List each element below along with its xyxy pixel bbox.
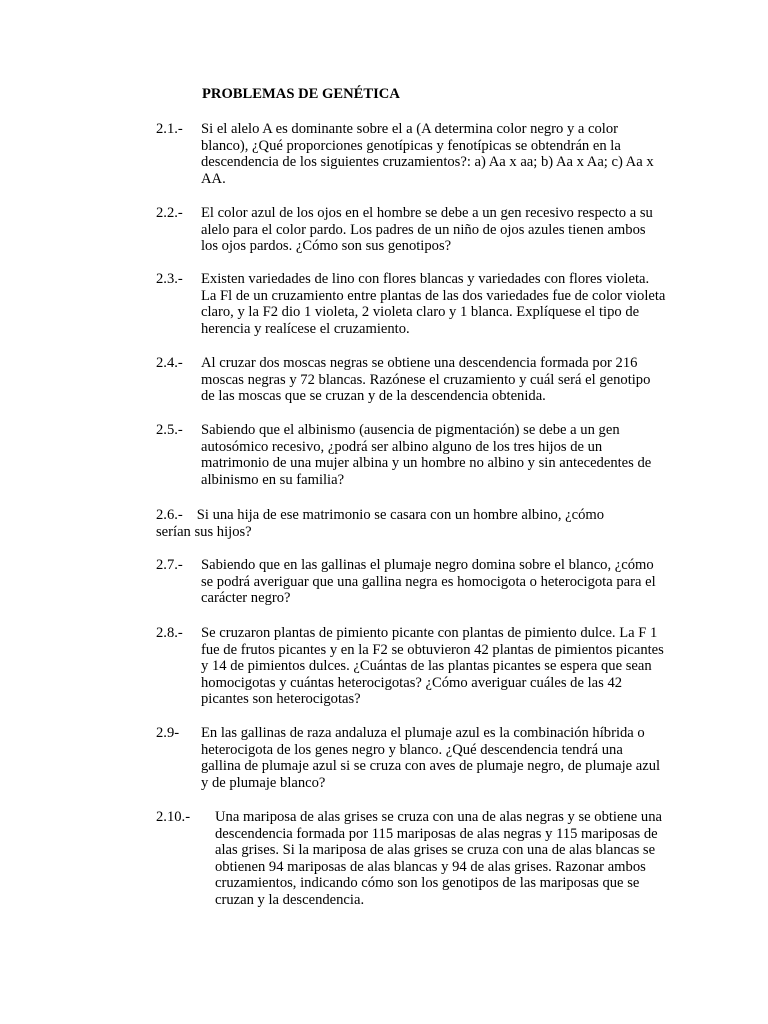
problem-2-9: [156, 725, 666, 791]
problem-number: 2.1.-: [156, 121, 183, 137]
problem-number: 2.6.-: [156, 507, 183, 523]
problem-text: Existen variedades de lino con flores blancas y variedades con flores violeta. La Fl de un cruzamiento entre plantas de las dos variedades fue de color violeta claro, y la F2 dio 1 violeta, 2 violeta claro y 1 blanca. Explíquese el tipo de herencia y realícese el cruzamiento.: [201, 271, 666, 337]
problem-text: Sabiendo que el albinismo (ausencia de pigmentación) se debe a un gen autosómico recesivo, ¿podrá ser albino alguno de los tres hijos de un matrimonio de una mujer albina y un hombre no albino y sin antecedentes de albinismo en su familia?: [201, 422, 652, 488]
problem-text: Se cruzaron plantas de pimiento picante con plantas de pimiento dulce. La F 1 fue de frutos picantes y en la F2 se obtuvieron 42 plantas de pimientos picantes y 14 de pimientos dulces. ¿Cuántas de las plantas picantes se espera que sean homocigotas y cuántas heterocigotas? ¿Cómo averiguar cuáles de las 42 picantes son heterocigotas?: [201, 625, 664, 708]
problem-2-3: [156, 271, 666, 337]
problem-2-1: [156, 121, 666, 187]
problem-2-10: [156, 809, 666, 909]
problem-2-6-continuation: serían sus hijos?: [156, 524, 252, 540]
problem-text: Al cruzar dos moscas negras se obtiene una descendencia formada por 216 moscas negras y 72 blancas. Razónese el cruzamiento y cuál será el genotipo de las moscas que se cruzan y de la descendencia obtenida.: [201, 355, 651, 405]
problem-2-7: [156, 557, 666, 607]
problem-text: Si el alelo A es dominante sobre el a (A determina color negro y a color blanco), ¿Qué proporciones genotípicas y fenotípicas se obtendrán en la descendencia de los siguientes cruzamientos?: a) Aa x aa; b) Aa x Aa; c) Aa x AA.: [201, 121, 654, 187]
problem-number: 2.4.-: [156, 355, 183, 371]
problem-number: 2.2.-: [156, 205, 183, 221]
problem-number: 2.7.-: [156, 557, 183, 573]
problem-number: 2.3.-: [156, 271, 183, 287]
problem-2-2: [156, 205, 666, 255]
document-title: PROBLEMAS DE GENÉTICA: [202, 86, 400, 102]
problem-number: 2.8.-: [156, 625, 183, 641]
problem-text: El color azul de los ojos en el hombre se debe a un gen recesivo respecto a su alelo para el color pardo. Los padres de un niño de ojos azules tienen ambos los ojos pardos. ¿Cómo son sus genotipos?: [201, 205, 653, 255]
problem-number: 2.9-: [156, 725, 180, 741]
problem-2-6: [156, 507, 656, 524]
problem-2-5: [156, 422, 666, 488]
problem-text: Sabiendo que en las gallinas el plumaje negro domina sobre el blanco, ¿cómo se podrá averiguar que una gallina negra es homocigota o heterocigota para el carácter negro?: [201, 557, 656, 607]
problem-text: Una mariposa de alas grises se cruza con una de alas negras y se obtiene una descendencia formada por 115 mariposas de alas negras y 115 mariposas de alas grises. Si la mariposa de alas grises se cruza con una de alas blancas se obtienen 94 mariposas de alas blancas y 94 de alas grises. Razonar ambos cruzamientos, indicando cómo son los genotipos de las mariposas que se cruzan y la descendencia.: [215, 809, 662, 908]
problem-number: 2.5.-: [156, 422, 183, 438]
problem-2-8: [156, 625, 666, 708]
problem-text: Si una hija de ese matrimonio se casara con un hombre albino, ¿cómo: [196, 507, 605, 523]
problem-2-4: [156, 355, 666, 405]
problem-number: 2.10.-: [156, 809, 191, 825]
problem-text: En las gallinas de raza andaluza el plumaje azul es la combinación híbrida o heterocigota de los genes negro y blanco. ¿Qué descendencia tendrá una gallina de plumaje azul si se cruza con aves de plumaje negro, de plumaje azul y de plumaje blanco?: [201, 725, 661, 791]
